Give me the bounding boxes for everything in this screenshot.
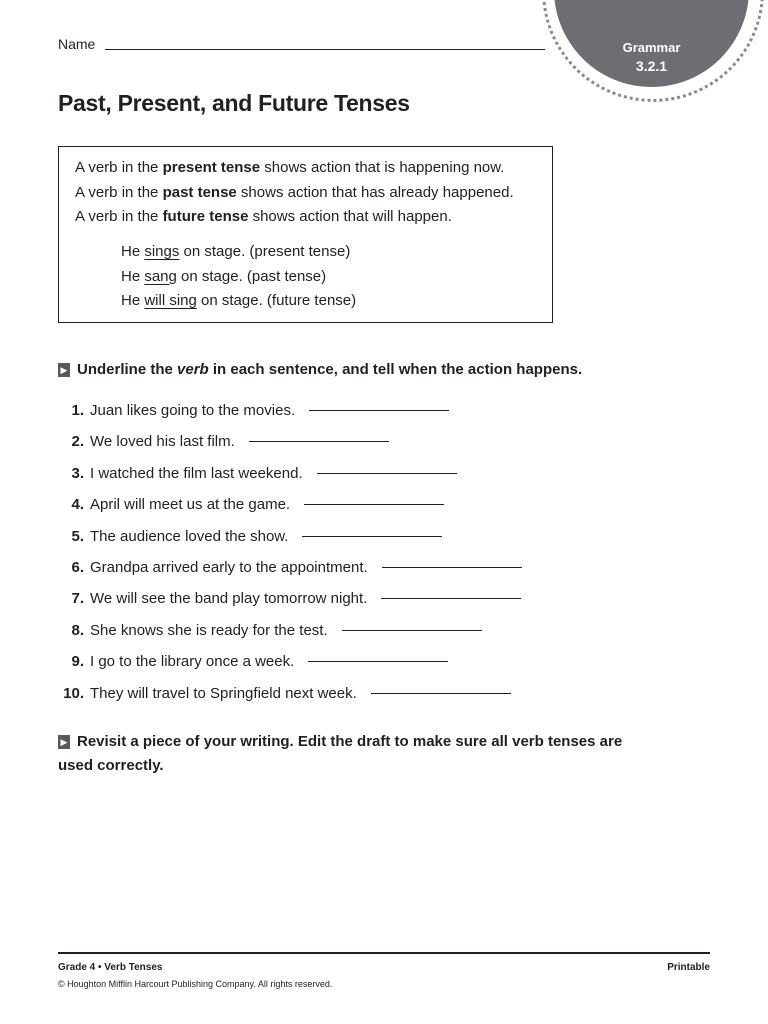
example-future: He will sing on stage. (future tense) (121, 292, 357, 309)
examples-list (121, 240, 356, 314)
exercise-item: 3. I watched the film last weekend. (58, 465, 522, 496)
badge-label: Grammar (622, 40, 681, 55)
example-past: He sang on stage. (past tense) (121, 267, 327, 285)
example-present: He sings on stage. (present tense) (121, 243, 351, 260)
name-line (105, 49, 545, 50)
rule-past: A verb in the past tense shows action that has already happened. (75, 183, 514, 201)
badge-code: 3.2.1 (635, 58, 668, 74)
answer-blank[interactable] (371, 693, 511, 694)
exercise-item: 2. We loved his last film. (58, 433, 522, 464)
rules-list (75, 156, 514, 230)
badge-circle (554, 0, 749, 87)
answer-blank[interactable] (308, 661, 448, 662)
footer-grade: Grade 4 • Verb Tenses (58, 962, 163, 973)
footer-printable: Printable (667, 962, 710, 973)
name-label: Name (58, 36, 96, 52)
answer-blank[interactable] (342, 630, 482, 631)
grammar-badge (542, 0, 762, 100)
answer-blank[interactable] (382, 567, 522, 568)
exercise-item: 4. April will meet us at the game. (58, 496, 522, 527)
exercise-item: 10. They will travel to Springfield next week. (58, 685, 522, 716)
page-title: Past, Present, and Future Tenses (58, 90, 410, 116)
answer-blank[interactable] (317, 473, 457, 474)
instruction-underline: ▶ Underline the verb in each sentence, and tell when the action happens. (58, 358, 582, 382)
exercise-item: 8. She knows she is ready for the test. (58, 622, 522, 653)
exercise-item: 9. I go to the library once a week. (58, 653, 522, 684)
answer-blank[interactable] (381, 598, 521, 599)
rule-present: A verb in the present tense shows action that is happening now. (75, 159, 505, 176)
answer-blank[interactable] (309, 410, 449, 411)
instruction-revisit: ▶ Revisit a piece of your writing. Edit the draft to make sure all verb tenses are used correctly. (58, 733, 623, 774)
exercise-item: 6. Grandpa arrived early to the appointment. (58, 559, 522, 590)
exercise-item: 5. The audience loved the show. (58, 528, 522, 559)
answer-blank[interactable] (249, 441, 389, 442)
arrow-icon: ▶ (58, 735, 70, 749)
answer-blank[interactable] (304, 504, 444, 505)
footer-divider (58, 952, 710, 954)
rule-box (58, 146, 553, 323)
footer-copyright: © Houghton Mifflin Harcourt Publishing Company. All rights reserved. (58, 979, 333, 989)
exercise-item: 7. We will see the band play tomorrow night. (58, 590, 522, 621)
rule-future: A verb in the future tense shows action that will happen. (75, 208, 452, 225)
exercise-list (58, 402, 522, 716)
arrow-icon: ▶ (58, 363, 70, 377)
exercise-item: 1. Juan likes going to the movies. (58, 402, 522, 433)
answer-blank[interactable] (302, 536, 442, 537)
